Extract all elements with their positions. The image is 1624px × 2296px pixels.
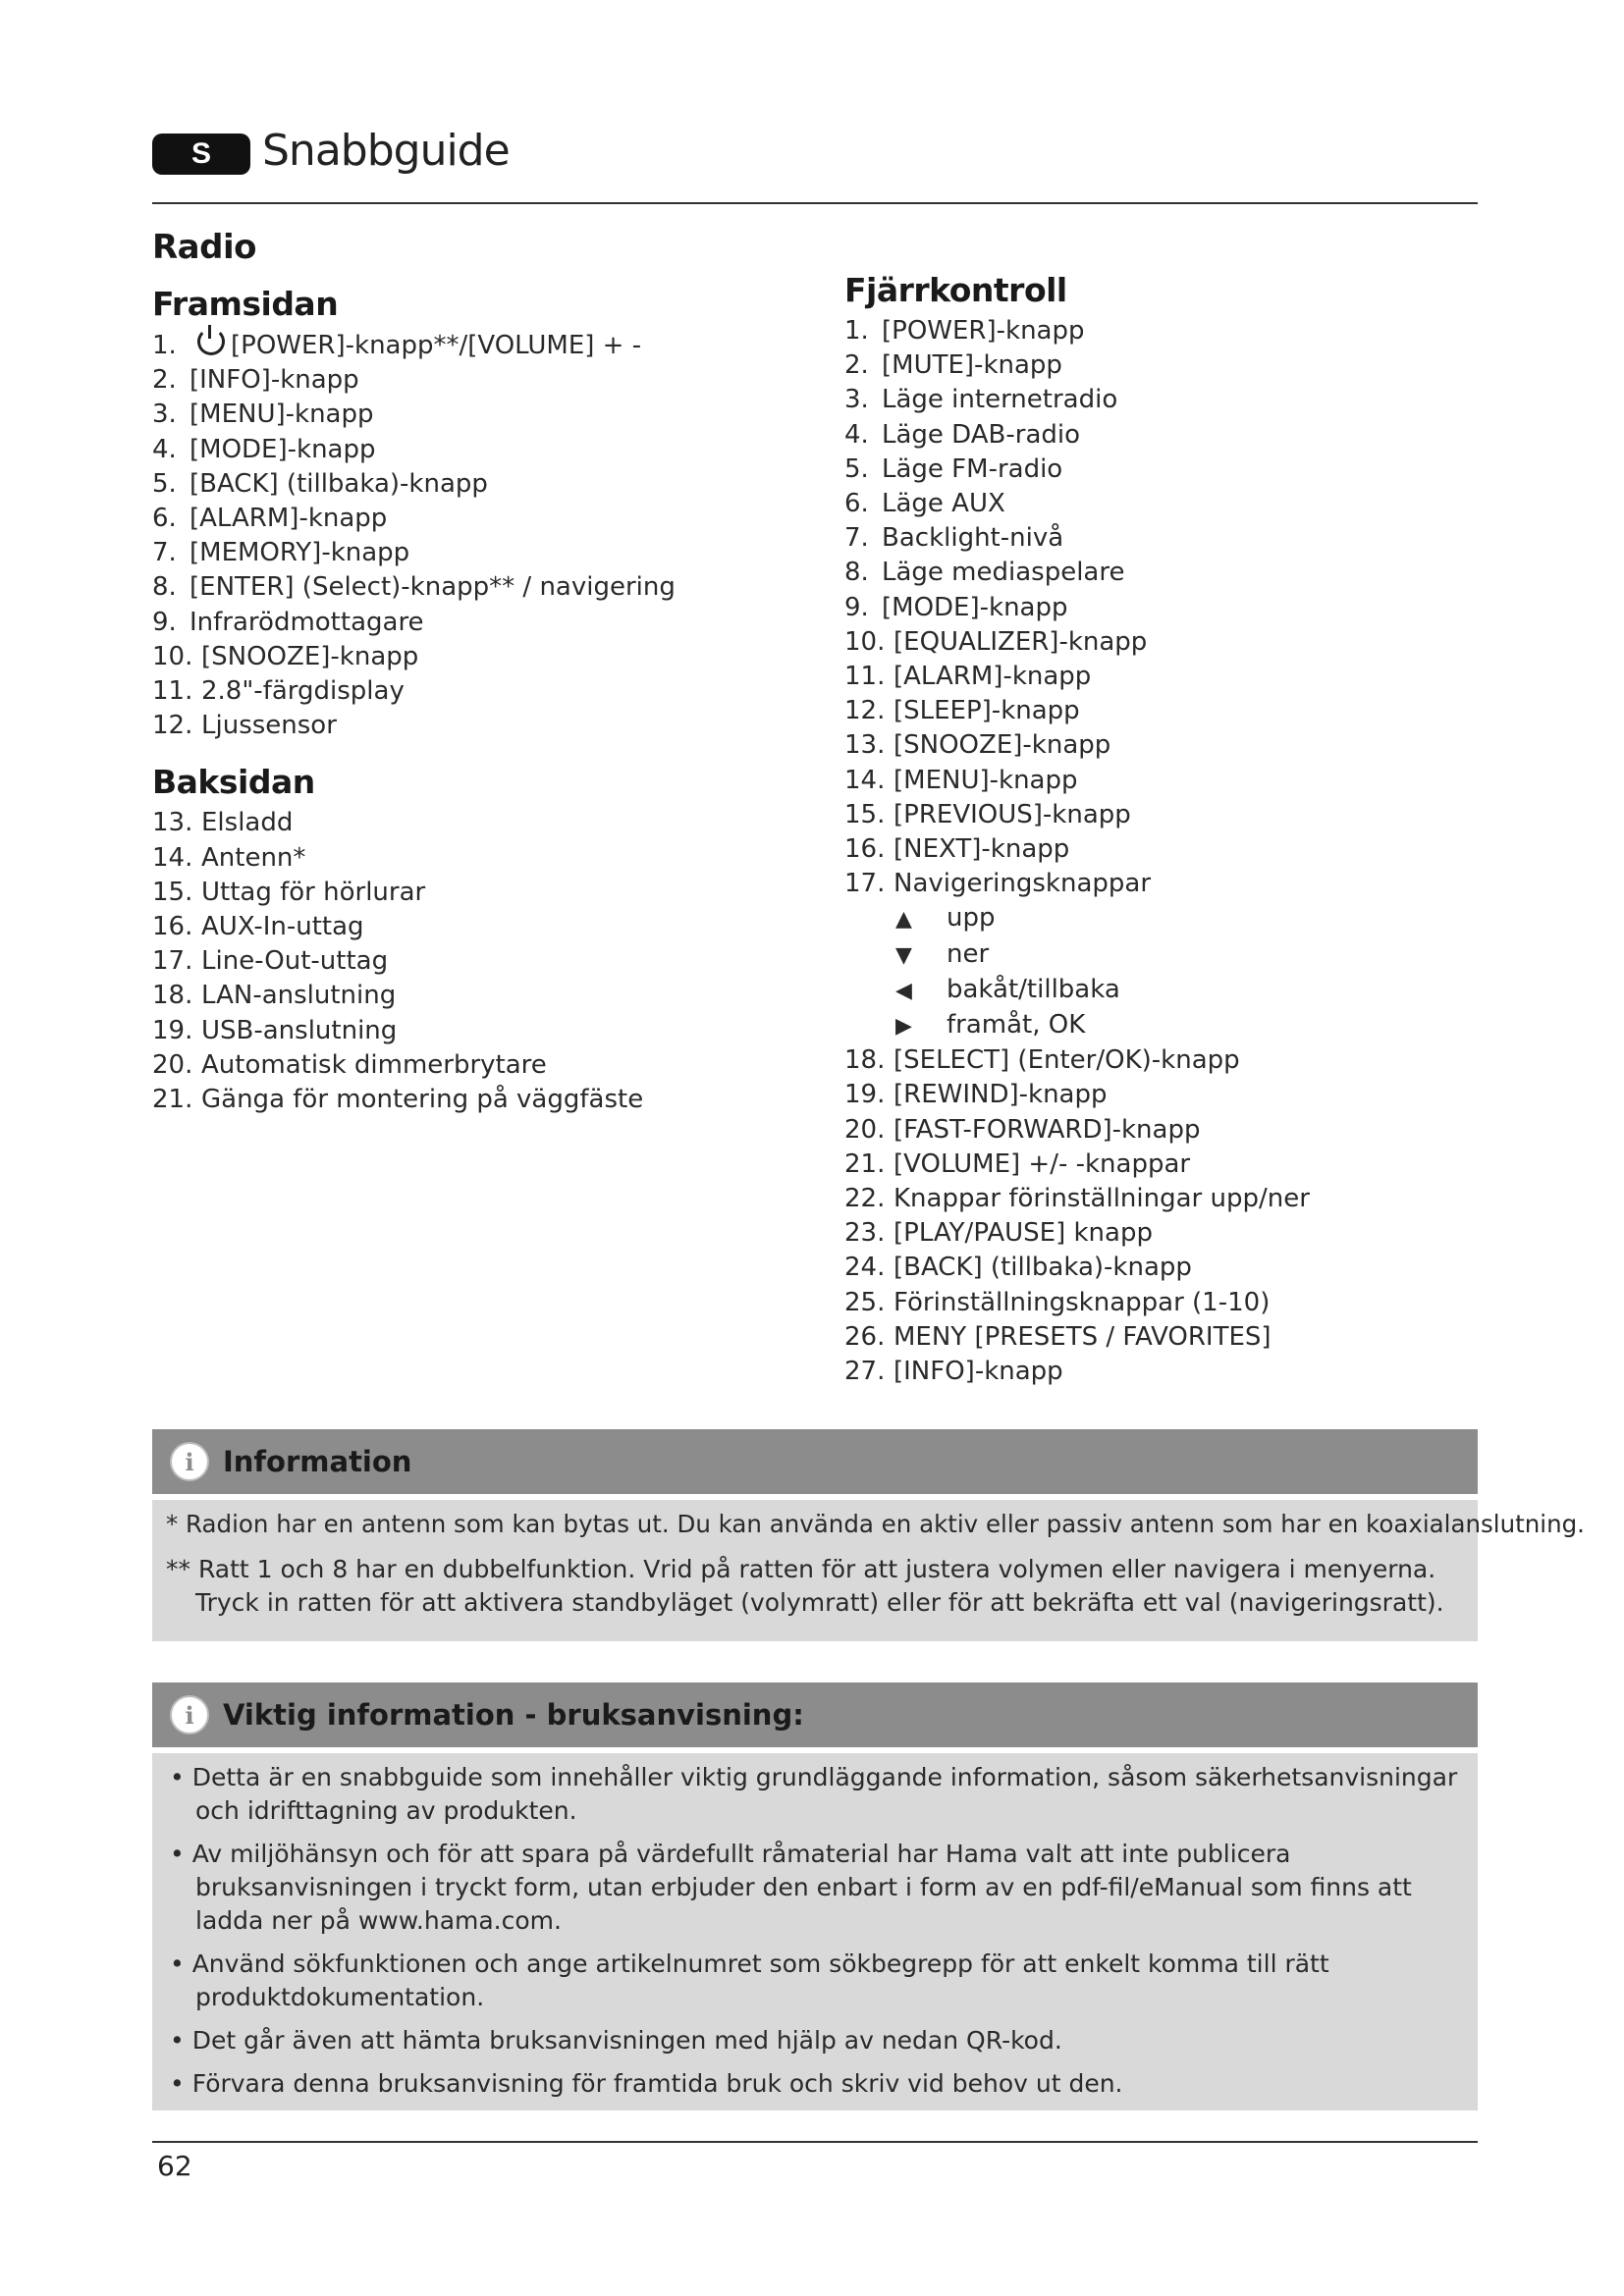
- power-icon: [197, 328, 225, 355]
- remote-heading: Fjärrkontroll: [844, 271, 1067, 309]
- list-item: 23. [PLAY/PAUSE] knapp: [844, 1218, 1153, 1249]
- arrow-down-icon: ▼: [895, 942, 912, 968]
- important-info-header: [152, 1682, 1478, 1747]
- remote-list: [844, 314, 1492, 1389]
- page-number: 62: [157, 2150, 192, 2182]
- important-info-box: [152, 1682, 1478, 2110]
- list-item: 16. [NEXT]-knapp: [844, 834, 1070, 865]
- list-item: 25. Förinställningsknappar (1-10): [844, 1287, 1271, 1317]
- list-item: 8. [ENTER] (Select)-knapp** / navigering: [152, 572, 676, 603]
- list-item: 26. MENY [PRESETS / FAVORITES]: [844, 1321, 1272, 1352]
- bullet-item: • Detta är en snabbguide som innehåller viktig grundläggande information, såsom säkerhetsanvisningar och idrifttagning av produkten.: [170, 1763, 1458, 1825]
- list-item: 19. [REWIND]-knapp: [844, 1080, 1108, 1110]
- list-item: 17. Line-Out-uttag: [152, 946, 389, 977]
- front-list: [152, 328, 781, 743]
- list-item: 2. [MUTE]-knapp: [844, 350, 1062, 381]
- list-item: 11. 2.8"-färgdisplay: [152, 676, 405, 707]
- list-item: 20. [FAST-FORWARD]-knapp: [844, 1114, 1201, 1145]
- radio-heading: Radio: [152, 228, 256, 267]
- list-item: 22. Knappar förinställningar upp/ner: [844, 1184, 1310, 1214]
- header-divider: [152, 202, 1478, 204]
- remote-column: [844, 267, 1492, 1389]
- nav-key-down: ▼ ner: [844, 937, 1492, 973]
- information-title: Information: [223, 1445, 412, 1478]
- dual-function-note: ** Ratt 1 och 8 har en dubbelfunktion. Vrid på ratten för att justera volymen eller navigera i menyerna. Tryck in ratten för att aktivera standbyläget (volymratt) eller för att bekräfta ett val (navigeringsratt).: [166, 1555, 1444, 1617]
- list-item: 7. Backlight-nivå: [844, 523, 1064, 554]
- list-item: 1. [POWER]-knapp: [844, 316, 1085, 346]
- nav-key-left: ◀ bakåt/tillbaka: [844, 973, 1492, 1008]
- bullet-item: • Det går även att hämta bruksanvisningen med hjälp av nedan QR-kod.: [170, 2026, 1062, 2055]
- list-item: 21. [VOLUME] +/- -knappar: [844, 1148, 1191, 1179]
- back-heading: Baksidan: [152, 763, 315, 802]
- list-item: 12. Ljussensor: [152, 711, 337, 741]
- list-item: 13. Elsladd: [152, 808, 294, 838]
- list-item: 14. Antenn*: [152, 842, 306, 873]
- important-info-title: Viktig information - bruksanvisning:: [223, 1698, 804, 1732]
- information-box: [152, 1429, 1585, 1641]
- list-item: 9. Infrarödmottagare: [152, 607, 424, 637]
- list-item: 18. LAN-anslutning: [152, 981, 397, 1011]
- list-item: 15. Uttag för hörlurar: [152, 877, 426, 907]
- list-item: 7. [MEMORY]-knapp: [152, 538, 410, 568]
- list-item: 15. [PREVIOUS]-knapp: [844, 799, 1131, 829]
- footer-divider: [152, 2141, 1478, 2143]
- list-item: 24. [BACK] (tillbaka)-knapp: [844, 1253, 1192, 1283]
- bullet-item: • Av miljöhänsyn och för att spara på värdefullt råmaterial har Hama valt att inte publicera bruksanvisningen i tryckt form, utan erbjuder den enbart i form av en pdf-fil/eManual som finns att ladda ner på www.hama.com.: [170, 1840, 1412, 1935]
- list-item: 2. [INFO]-knapp: [152, 365, 359, 396]
- list-item: 12. [SLEEP]-knapp: [844, 696, 1080, 726]
- info-icon: i: [170, 1695, 209, 1735]
- list-item: 4. [MODE]-knapp: [152, 434, 376, 464]
- information-header: [152, 1429, 1478, 1494]
- list-item: 10. [SNOOZE]-knapp: [152, 641, 419, 671]
- list-item: 8. Läge mediaspelare: [844, 558, 1125, 588]
- list-item: 3. [MENU]-knapp: [152, 400, 374, 430]
- list-item: 21. Gänga för montering på väggfäste: [152, 1085, 644, 1115]
- list-item: 5. Läge FM-radio: [844, 454, 1063, 484]
- list-item: 11. [ALARM]-knapp: [844, 662, 1092, 692]
- list-item: 1. [POWER]-knapp**/[VOLUME] + -: [152, 328, 781, 363]
- info-icon: i: [170, 1442, 209, 1481]
- list-item: 3. Läge internetradio: [844, 385, 1118, 415]
- bullet-item: • Förvara denna bruksanvisning för framtida bruk och skriv vid behov ut den.: [170, 2069, 1123, 2098]
- list-item: 17. Navigeringsknappar: [844, 869, 1152, 899]
- nav-key-up: ▲ upp: [844, 901, 1492, 936]
- list-item: 20. Automatisk dimmerbrytare: [152, 1049, 547, 1080]
- list-item: 27. [INFO]-knapp: [844, 1357, 1063, 1387]
- page-header: [152, 126, 1478, 204]
- information-body: [152, 1500, 1585, 1641]
- list-item: 6. [ALARM]-knapp: [152, 504, 388, 534]
- list-item: 10. [EQUALIZER]-knapp: [844, 626, 1148, 657]
- arrow-left-icon: ◀: [895, 978, 912, 1003]
- list-item: 9. [MODE]-knapp: [844, 592, 1068, 622]
- bullet-item: • Använd sökfunktionen och ange artikelnumret som sökbegrepp för att enkelt komma till rätt produktdokumentation.: [170, 1949, 1329, 2011]
- list-item: 14. [MENU]-knapp: [844, 765, 1078, 795]
- back-list: [152, 806, 781, 1117]
- list-item: 4. Läge DAB-radio: [844, 419, 1081, 450]
- important-info-body: [152, 1753, 1478, 2110]
- list-item: 13. [SNOOZE]-knapp: [844, 730, 1111, 761]
- antenna-note: * Radion har en antenn som kan bytas ut. Du kan använda en aktiv eller passiv antenn som har en koaxialanslutning.: [166, 1510, 1585, 1538]
- front-heading: Framsidan: [152, 285, 339, 323]
- list-item: 18. [SELECT] (Enter/OK)-knapp: [844, 1045, 1240, 1076]
- arrow-up-icon: ▲: [895, 907, 912, 933]
- arrow-right-icon: ▶: [895, 1014, 912, 1040]
- list-item: 16. AUX-In-uttag: [152, 912, 364, 942]
- list-item: 6. Läge AUX: [844, 489, 1005, 519]
- list-item: 5. [BACK] (tillbaka)-knapp: [152, 468, 488, 499]
- language-badge: S: [152, 133, 250, 175]
- list-item: 19. USB-anslutning: [152, 1015, 398, 1045]
- radio-column: [152, 224, 781, 1117]
- page-title: Snabbguide: [262, 126, 510, 176]
- nav-key-right: ▶ framåt, OK: [844, 1008, 1492, 1043]
